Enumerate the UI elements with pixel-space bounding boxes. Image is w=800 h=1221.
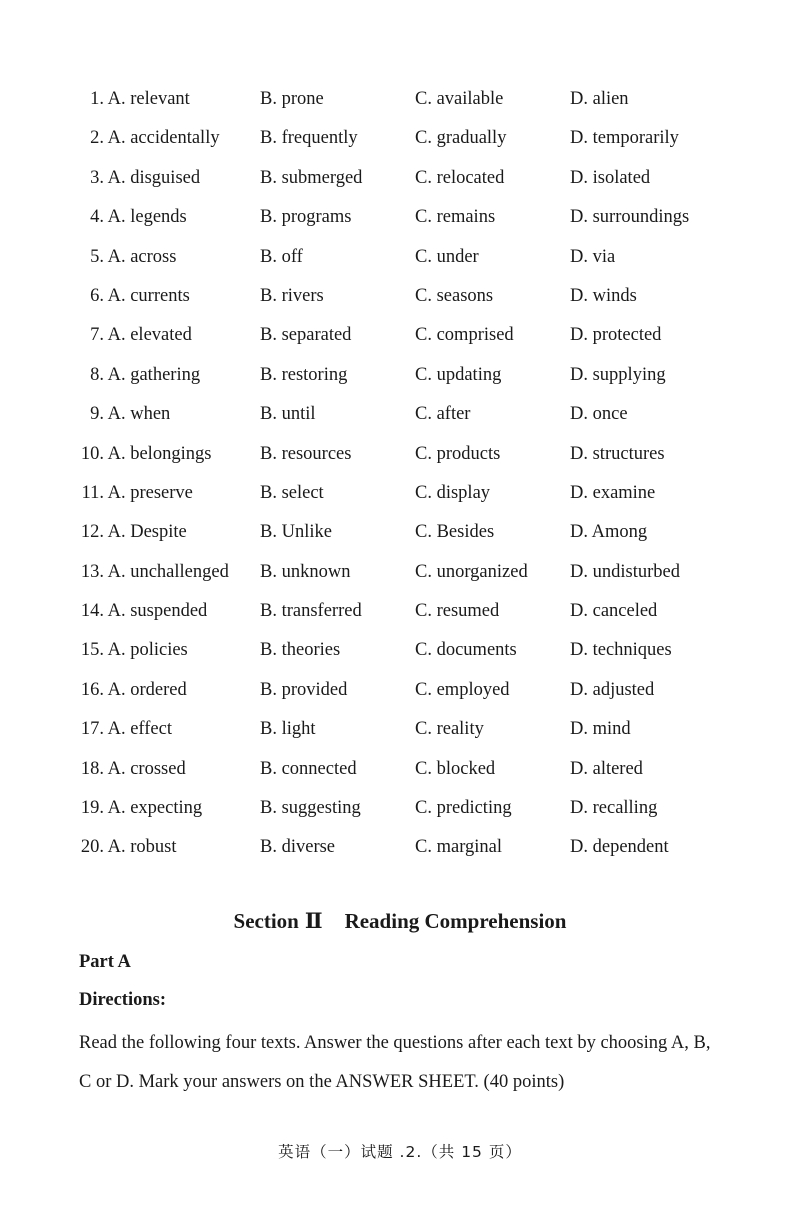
question-number: 9. xyxy=(90,404,104,425)
question-number: 3. xyxy=(90,167,104,188)
option-a xyxy=(60,793,228,823)
option-a-text: A. relevant xyxy=(107,89,190,109)
option-c: C. predicting xyxy=(415,798,512,819)
option-a-text: A. across xyxy=(107,246,177,267)
option-d: D. protected xyxy=(570,325,662,346)
section-title xyxy=(0,908,800,934)
question-row xyxy=(0,714,800,753)
option-a-text: A. policies xyxy=(107,640,188,661)
option-a-text: A. suspended xyxy=(107,601,208,622)
option-a-text: A. expecting xyxy=(107,798,203,819)
option-a xyxy=(60,281,228,311)
option-b: B. rivers xyxy=(260,285,324,306)
directions-title: Directions: xyxy=(79,990,166,1010)
option-c: C. unorganized xyxy=(415,561,528,582)
option-d: D. techniques xyxy=(570,640,672,661)
option-a xyxy=(60,399,228,429)
option-a-text: A. legends xyxy=(107,207,187,228)
option-a-text: A. disguised xyxy=(107,167,201,188)
option-b: B. transferred xyxy=(260,601,362,622)
option-c: C. employed xyxy=(415,679,510,700)
option-c: C. reality xyxy=(415,719,484,740)
option-c: C. resumed xyxy=(415,601,500,622)
option-b: B. resources xyxy=(260,443,352,464)
question-number: 6. xyxy=(90,285,104,306)
option-b: B. provided xyxy=(260,679,348,700)
option-b: B. light xyxy=(260,719,316,740)
question-row xyxy=(0,832,800,871)
question-number: 14. xyxy=(80,601,104,622)
question-row xyxy=(0,399,800,438)
question-row xyxy=(0,123,800,162)
options-list xyxy=(0,84,800,872)
question-row xyxy=(0,84,800,123)
option-a-text: A. elevated xyxy=(107,325,192,346)
question-row xyxy=(0,754,800,793)
option-d: D. canceled xyxy=(570,601,658,622)
option-a-text: A. robust xyxy=(107,837,177,858)
section-number: Ⅱ xyxy=(304,909,323,933)
option-a xyxy=(60,517,228,547)
option-d: D. dependent xyxy=(570,837,669,858)
option-c: C. documents xyxy=(415,640,517,661)
question-row xyxy=(0,242,800,281)
question-number: 18. xyxy=(80,758,104,779)
option-c: C. comprised xyxy=(415,325,514,346)
option-b: B. restoring xyxy=(260,364,348,385)
option-b: B. programs xyxy=(260,207,352,228)
question-number: 19. xyxy=(80,798,104,819)
option-d: D. winds xyxy=(570,285,637,306)
option-b: B. until xyxy=(260,404,316,425)
question-row xyxy=(0,360,800,399)
option-a-text: A. crossed xyxy=(107,758,186,779)
option-b: B. select xyxy=(260,482,324,503)
question-number: 2. xyxy=(90,128,104,149)
question-number: 7. xyxy=(90,325,104,346)
option-d: D. recalling xyxy=(570,798,658,819)
option-a xyxy=(60,84,228,114)
option-a xyxy=(60,478,228,508)
option-b: B. theories xyxy=(260,640,341,661)
option-b: B. diverse xyxy=(260,837,336,858)
option-a xyxy=(60,832,228,862)
option-a-text: A. ordered xyxy=(107,679,187,700)
option-a xyxy=(60,123,228,153)
option-a-text: A. Despite xyxy=(107,522,187,543)
question-row xyxy=(0,793,800,832)
option-c: C. products xyxy=(415,443,501,464)
question-number: 5. xyxy=(90,246,104,267)
option-c: C. relocated xyxy=(415,167,505,188)
option-c: C. display xyxy=(415,482,491,503)
option-a xyxy=(60,202,228,232)
option-b: B. connected xyxy=(260,758,357,779)
option-a-text: A. currents xyxy=(107,285,190,306)
question-row xyxy=(0,596,800,635)
page-footer: 英语（一）试题 .2.（共 15 页） xyxy=(278,1143,522,1161)
option-a xyxy=(60,714,228,744)
option-c: C. available xyxy=(415,89,504,109)
option-c: C. remains xyxy=(415,207,496,228)
question-number: 10. xyxy=(80,443,104,464)
option-a-text: A. belongings xyxy=(107,443,212,464)
option-a-text: A. effect xyxy=(107,719,172,740)
option-d: D. alien xyxy=(570,89,629,109)
option-b: B. off xyxy=(260,246,303,267)
option-d: D. structures xyxy=(570,443,665,464)
section-name: Reading Comprehension xyxy=(344,909,567,933)
option-a xyxy=(60,635,228,665)
question-row xyxy=(0,557,800,596)
question-number: 11. xyxy=(81,482,104,503)
option-a xyxy=(60,596,228,626)
option-a xyxy=(60,360,228,390)
option-d: D. via xyxy=(570,246,616,267)
option-c: C. marginal xyxy=(415,837,503,858)
option-d: D. Among xyxy=(570,522,648,543)
option-a xyxy=(60,557,228,587)
question-row xyxy=(0,163,800,202)
option-a-text: A. preserve xyxy=(107,482,193,503)
option-b: B. separated xyxy=(260,325,352,346)
question-number: 4. xyxy=(90,207,104,228)
option-c: C. updating xyxy=(415,364,502,385)
option-a-text: A. when xyxy=(107,404,171,425)
option-a-text: A. gathering xyxy=(107,364,201,385)
question-number: 17. xyxy=(80,719,104,740)
option-a-text: A. accidentally xyxy=(107,128,220,149)
option-a-text: A. unchallenged xyxy=(107,561,229,582)
question-row xyxy=(0,517,800,556)
option-b: B. suggesting xyxy=(260,798,361,819)
option-b: B. frequently xyxy=(260,128,358,149)
question-number: 12. xyxy=(80,522,104,543)
option-a xyxy=(60,320,228,350)
question-row xyxy=(0,439,800,478)
option-d: D. surroundings xyxy=(570,207,690,228)
question-number: 20. xyxy=(80,837,104,858)
question-row xyxy=(0,635,800,674)
option-d: D. mind xyxy=(570,719,631,740)
option-d: D. supplying xyxy=(570,364,666,385)
option-c: C. under xyxy=(415,246,479,267)
question-row xyxy=(0,320,800,359)
option-d: D. once xyxy=(570,404,628,425)
question-row xyxy=(0,202,800,241)
question-row xyxy=(0,675,800,714)
option-c: C. Besides xyxy=(415,522,495,543)
option-c: C. blocked xyxy=(415,758,496,779)
option-d: D. undisturbed xyxy=(570,561,680,582)
option-d: D. adjusted xyxy=(570,679,655,700)
option-b: B. submerged xyxy=(260,167,363,188)
option-a xyxy=(60,754,228,784)
option-b: B. Unlike xyxy=(260,522,332,543)
option-c: C. seasons xyxy=(415,285,494,306)
question-number: 8. xyxy=(90,364,104,385)
question-number: 16. xyxy=(80,679,104,700)
section-label: Section xyxy=(233,909,299,933)
option-a xyxy=(60,163,228,193)
option-d: D. examine xyxy=(570,482,656,503)
directions-text: Read the following four texts. Answer the questions after each text by choosing A, B, C or D. Mark your answers on the ANSWER SHEET. (40 points) xyxy=(79,1033,711,1092)
question-row xyxy=(0,478,800,517)
question-number: 13. xyxy=(80,561,104,582)
option-c: C. gradually xyxy=(415,128,507,149)
part-title: Part A xyxy=(79,952,131,972)
option-d: D. isolated xyxy=(570,167,651,188)
option-c: C. after xyxy=(415,404,471,425)
option-a xyxy=(60,242,228,272)
question-number: 1. xyxy=(90,89,104,109)
question-number: 15. xyxy=(80,640,104,661)
question-row xyxy=(0,281,800,320)
option-a xyxy=(60,439,228,469)
option-d: D. altered xyxy=(570,758,643,779)
option-a xyxy=(60,675,228,705)
option-b: B. prone xyxy=(260,89,324,109)
option-d: D. temporarily xyxy=(570,128,679,149)
option-b: B. unknown xyxy=(260,561,351,582)
